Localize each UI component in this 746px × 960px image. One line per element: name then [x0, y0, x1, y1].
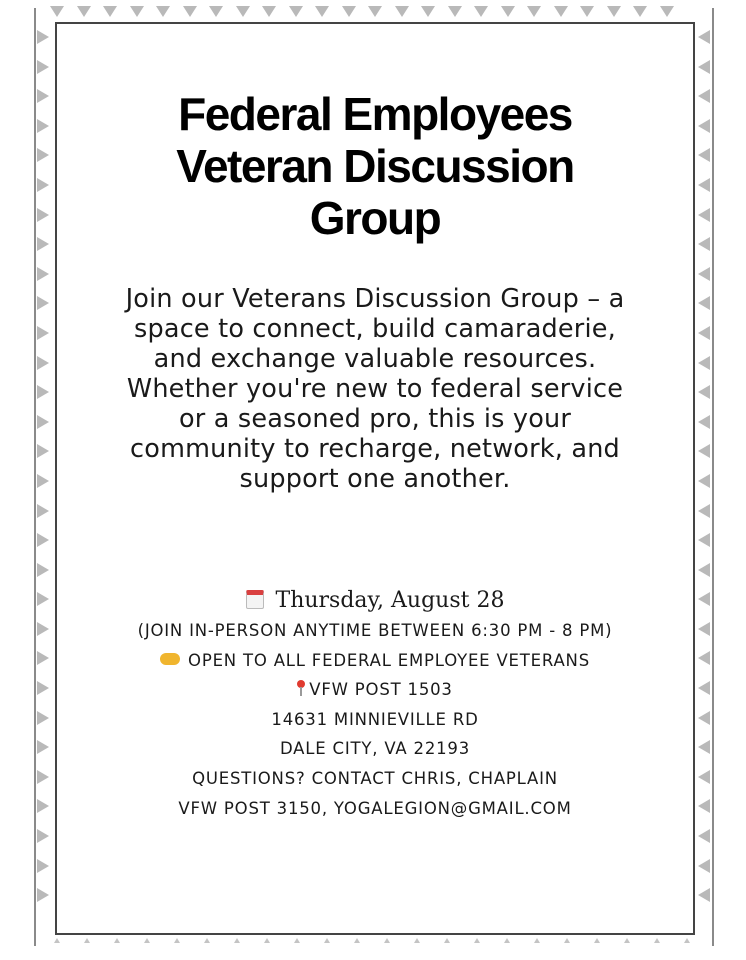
- intro-line: space to connect, build camaraderie,: [134, 314, 616, 344]
- border-triangle: [37, 563, 49, 577]
- border-triangle: [37, 415, 49, 429]
- border-triangle: [698, 60, 710, 74]
- bottom-triangle-border: [54, 938, 714, 943]
- border-triangle: [698, 829, 710, 843]
- intro-line: and exchange valuable resources.: [153, 344, 597, 374]
- event-venue-line: [55, 675, 695, 705]
- intro-line: support one another.: [239, 464, 511, 494]
- event-venue: VFW POST 1503: [309, 680, 453, 700]
- event-audience: OPEN TO ALL FEDERAL EMPLOYEE VETERANS: [188, 650, 590, 670]
- border-triangle: [698, 504, 710, 518]
- border-triangle: [474, 6, 488, 17]
- contact-line-2: VFW POST 3150, YOGALEGION@GMAIL.COM: [178, 798, 572, 818]
- flyer-title: [55, 88, 695, 244]
- border-triangle: [289, 6, 303, 17]
- border-triangle: [698, 592, 710, 606]
- border-triangle: [698, 770, 710, 784]
- border-triangle: [37, 444, 49, 458]
- border-triangle: [114, 938, 120, 943]
- calendar-icon: [246, 590, 264, 609]
- border-triangle: [501, 6, 515, 17]
- border-triangle: [554, 6, 568, 17]
- border-triangle: [37, 651, 49, 665]
- title-line: Group: [309, 192, 441, 244]
- top-triangle-border: [50, 6, 686, 17]
- border-triangle: [37, 60, 49, 74]
- border-triangle: [37, 888, 49, 902]
- border-triangle: [37, 859, 49, 873]
- intro-line: or a seasoned pro, this is your: [178, 404, 572, 434]
- border-triangle: [384, 938, 390, 943]
- title-line: Federal Employees: [178, 88, 572, 140]
- border-triangle: [37, 237, 49, 251]
- border-triangle: [698, 711, 710, 725]
- border-triangle: [698, 622, 710, 636]
- right-triangle-border: [698, 30, 710, 918]
- border-triangle: [144, 938, 150, 943]
- border-triangle: [698, 296, 710, 310]
- border-triangle: [342, 6, 356, 17]
- border-triangle: [654, 938, 660, 943]
- border-triangle: [698, 563, 710, 577]
- border-triangle: [37, 829, 49, 843]
- border-triangle: [315, 6, 329, 17]
- border-triangle: [77, 6, 91, 17]
- border-triangle: [633, 6, 647, 17]
- border-triangle: [698, 681, 710, 695]
- border-triangle: [37, 799, 49, 813]
- border-triangle: [698, 888, 710, 902]
- border-triangle: [37, 622, 49, 636]
- event-audience-line: [55, 646, 695, 676]
- border-triangle: [698, 30, 710, 44]
- border-triangle: [37, 356, 49, 370]
- border-triangle: [174, 938, 180, 943]
- border-triangle: [103, 6, 117, 17]
- border-triangle: [607, 6, 621, 17]
- border-triangle: [294, 938, 300, 943]
- event-street: 14631 MINNIEVILLE RD: [271, 709, 479, 729]
- border-triangle: [698, 148, 710, 162]
- event-city: DALE CITY, VA 22193: [279, 739, 471, 759]
- border-triangle: [37, 533, 49, 547]
- left-frame-rule: [34, 8, 36, 946]
- border-triangle: [37, 740, 49, 754]
- border-triangle: [698, 237, 710, 251]
- intro-paragraph: [75, 284, 675, 494]
- border-triangle: [234, 938, 240, 943]
- border-triangle: [37, 326, 49, 340]
- border-triangle: [474, 938, 480, 943]
- border-triangle: [698, 208, 710, 222]
- event-date: Thursday, August 28: [275, 588, 505, 613]
- border-triangle: [504, 938, 510, 943]
- border-triangle: [698, 533, 710, 547]
- border-triangle: [698, 385, 710, 399]
- border-triangle: [698, 740, 710, 754]
- title-line: Veteran Discussion: [176, 140, 574, 192]
- border-triangle: [37, 178, 49, 192]
- intro-line: Join our Veterans Discussion Group – a: [125, 284, 625, 314]
- border-triangle: [698, 415, 710, 429]
- border-triangle: [564, 938, 570, 943]
- border-triangle: [37, 504, 49, 518]
- border-triangle: [183, 6, 197, 17]
- border-triangle: [698, 267, 710, 281]
- border-triangle: [354, 938, 360, 943]
- border-triangle: [698, 474, 710, 488]
- border-triangle: [698, 651, 710, 665]
- border-triangle: [324, 938, 330, 943]
- border-triangle: [414, 938, 420, 943]
- border-triangle: [156, 6, 170, 17]
- event-date-line: [55, 586, 695, 616]
- right-frame-rule: [712, 8, 714, 946]
- border-triangle: [37, 770, 49, 784]
- border-triangle: [421, 6, 435, 17]
- border-triangle: [37, 119, 49, 133]
- border-triangle: [527, 6, 541, 17]
- border-triangle: [698, 799, 710, 813]
- border-triangle: [37, 30, 49, 44]
- border-triangle: [37, 208, 49, 222]
- border-triangle: [204, 938, 210, 943]
- border-triangle: [84, 938, 90, 943]
- border-triangle: [37, 267, 49, 281]
- border-triangle: [236, 6, 250, 17]
- border-triangle: [684, 938, 690, 943]
- border-triangle: [594, 938, 600, 943]
- border-triangle: [37, 711, 49, 725]
- border-triangle: [37, 592, 49, 606]
- border-triangle: [698, 444, 710, 458]
- border-triangle: [660, 6, 674, 17]
- border-triangle: [54, 938, 60, 943]
- event-time-note: (JOIN IN-PERSON ANYTIME BETWEEN 6:30 PM - 8 PM): [137, 621, 613, 640]
- border-triangle: [534, 938, 540, 943]
- border-triangle: [264, 938, 270, 943]
- border-triangle: [698, 178, 710, 192]
- contact-line-1: QUESTIONS? CONTACT CHRIS, CHAPLAIN: [192, 768, 558, 788]
- border-triangle: [580, 6, 594, 17]
- intro-line: Whether you're new to federal service: [126, 374, 624, 404]
- border-triangle: [698, 89, 710, 103]
- border-triangle: [130, 6, 144, 17]
- border-triangle: [624, 938, 630, 943]
- border-triangle: [262, 6, 276, 17]
- border-triangle: [209, 6, 223, 17]
- border-triangle: [698, 119, 710, 133]
- border-triangle: [37, 296, 49, 310]
- round-pushpin-icon: [297, 680, 305, 696]
- border-triangle: [368, 6, 382, 17]
- border-triangle: [698, 326, 710, 340]
- border-triangle: [37, 681, 49, 695]
- border-triangle: [37, 474, 49, 488]
- border-triangle: [395, 6, 409, 17]
- handshake-icon: [160, 653, 180, 665]
- event-details: [55, 586, 695, 823]
- border-triangle: [50, 6, 64, 17]
- left-triangle-border: [37, 30, 49, 918]
- intro-line: community to recharge, network, and: [130, 434, 620, 464]
- border-triangle: [37, 148, 49, 162]
- border-triangle: [37, 385, 49, 399]
- border-triangle: [444, 938, 450, 943]
- border-triangle: [448, 6, 462, 17]
- border-triangle: [37, 89, 49, 103]
- border-triangle: [698, 356, 710, 370]
- border-triangle: [698, 859, 710, 873]
